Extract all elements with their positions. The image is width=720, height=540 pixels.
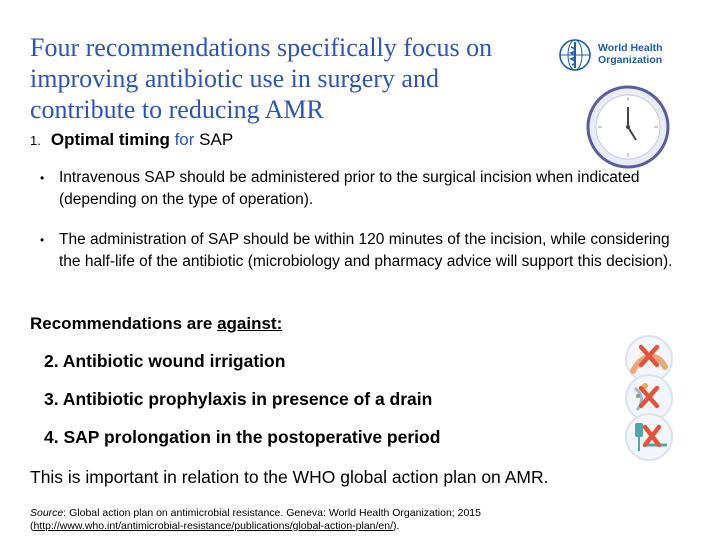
- source-label: Source: [30, 507, 64, 519]
- bullet-item: [40, 167, 690, 211]
- who-logo: [558, 38, 698, 74]
- bullet-list: [40, 167, 690, 291]
- who-emblem-icon: [558, 38, 592, 72]
- who-logo-text: [598, 42, 663, 66]
- source-link[interactable]: http://www.who.int/antimicrobial-resistance/publications/global-action-plan/en/: [33, 520, 394, 532]
- source-line-2: [30, 520, 550, 533]
- bullet-text: Intravenous SAP should be administered prior to the surgical incision when indicated (depending on the type of operation).: [59, 169, 640, 208]
- title-line-3: contribute to reducing AMR: [30, 95, 324, 124]
- slide-title: [30, 32, 560, 125]
- title-line-2: improving antibiotic use in surgery and: [30, 64, 439, 93]
- global-action-plan-text: This is important in relation to the WHO global action plan on AMR.: [30, 467, 549, 487]
- recommendation-1-heading: [30, 130, 233, 150]
- source-text: : Global action plan on antimicrobial resistance. Geneva: World Health Organization; 2015: [63, 507, 481, 519]
- recommendation-1-number: 1.: [30, 133, 41, 148]
- bullet-text: The administration of SAP should be within 120 minutes of the incision, while considering the half-life of the antibiotic (microbiology and pharmacy advice will support this decision).: [59, 231, 673, 270]
- recommendation-item: 3. Antibiotic prophylaxis in presence of a drain: [44, 389, 433, 409]
- bullet-item: [40, 229, 690, 273]
- recommendation-1-for: for: [174, 130, 195, 149]
- source-link-close: ).: [393, 520, 400, 532]
- bullet-dot: •: [40, 171, 45, 185]
- title-line-1: Four recommendations specifically focus on: [30, 33, 493, 62]
- recommendation-item: 2. Antibiotic wound irrigation: [44, 351, 286, 371]
- against-heading: [30, 314, 282, 334]
- iv-drip-crossed-icon: [625, 413, 673, 461]
- source-citation: [30, 507, 550, 533]
- source-link-open: (: [30, 520, 34, 532]
- against-prefix: Recommendations are: [30, 314, 218, 333]
- recommendation-1-rest: SAP: [194, 130, 234, 149]
- recommendation-item: 4. SAP prolongation in the postoperative period: [44, 427, 441, 447]
- source-line-1: [30, 507, 550, 520]
- clock-icon: [586, 85, 670, 169]
- who-logo-line-1: World Health: [598, 42, 663, 54]
- recommendation-1-bold-text: Optimal timing: [50, 130, 170, 149]
- bullet-dot: •: [40, 233, 45, 247]
- who-logo-line-2: Organization: [598, 54, 663, 66]
- against-underlined: against:: [217, 314, 283, 333]
